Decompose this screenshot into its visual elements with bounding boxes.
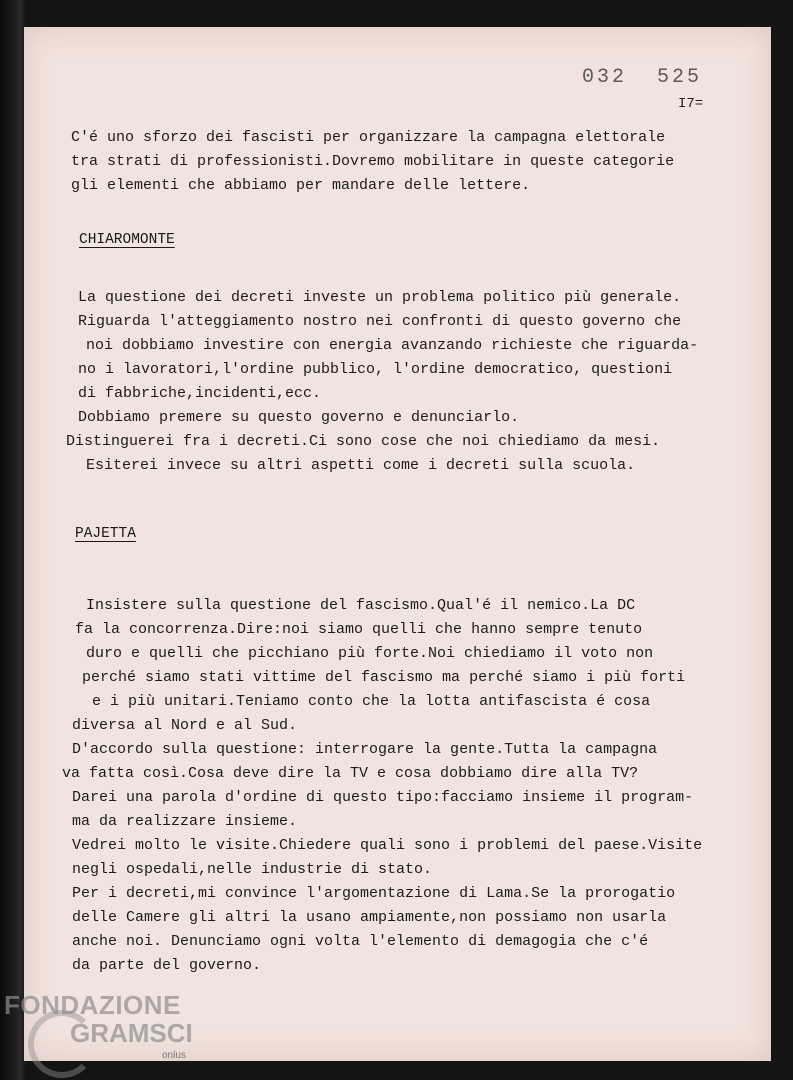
text-line: La questione dei decreti investe un problema politico più generale. xyxy=(78,289,682,306)
text-line: Darei una parola d'ordine di questo tipo:facciamo insieme il program- xyxy=(72,789,694,806)
text-line: negli ospedali,nelle industrie di stato. xyxy=(72,861,433,878)
text-line: fa la concorrenza.Dire:noi siamo quelli che hanno sempre tenuto xyxy=(75,621,643,638)
text-line: C'é uno sforzo dei fascisti per organizzare la campagna elettorale xyxy=(71,129,666,146)
text-line: anche noi. Denunciamo ogni volta l'elemento di demagogia che c'é xyxy=(72,933,649,950)
scanner-binding-edge xyxy=(0,0,26,1080)
text-line: D'accordo sulla questione: interrogare la gente.Tutta la campagna xyxy=(72,741,658,758)
section-heading-pajetta: PAJETTA xyxy=(75,526,136,542)
watermark-fondazione: FONDAZIONE xyxy=(4,990,181,1020)
watermark-gramsci: GRAMSCI xyxy=(70,1018,193,1048)
text-line: duro e quelli che picchiano più forte.Noi chiediamo il voto non xyxy=(86,645,654,662)
text-line: Distinguerei fra i decreti.Ci sono cose che noi chiediamo da mesi. xyxy=(66,433,661,450)
text-line: Dobbiamo premere su questo governo e denunciarlo. xyxy=(78,409,520,426)
text-line: delle Camere gli altri la usano ampiamente,non possiamo non usarla xyxy=(72,909,667,926)
text-line: Esiterei invece su altri aspetti come i decreti sulla scuola. xyxy=(86,457,636,474)
text-line: va fatta così.Cosa deve dire la TV e cosa dobbiamo dire alla TV? xyxy=(62,765,639,782)
text-line: Insistere sulla questione del fascismo.Qual'é il nemico.La DC xyxy=(86,597,636,614)
text-line: Vedrei molto le visite.Chiedere quali sono i problemi del paese.Visite xyxy=(72,837,703,854)
archive-number-stamp: 032 525 xyxy=(582,66,703,89)
text-line: noi dobbiamo investire con energia avanzando richieste che riguarda- xyxy=(86,337,699,354)
text-line: tra strati di professionisti.Dovremo mobilitare in queste categorie xyxy=(71,153,675,170)
text-line: diversa al Nord e al Sud. xyxy=(72,717,298,734)
page-number: I7= xyxy=(678,96,704,112)
text-line: gli elementi che abbiamo per mandare delle lettere. xyxy=(71,177,531,194)
text-line: Per i decreti,mi convince l'argomentazione di Lama.Se la prorogatio xyxy=(72,885,676,902)
text-line: da parte del governo. xyxy=(72,957,262,974)
section-heading-chiaromonte: CHIAROMONTE xyxy=(79,232,175,248)
text-line: e i più unitari.Teniamo conto che la lotta antifascista é cosa xyxy=(92,693,651,710)
text-line: no i lavoratori,l'ordine pubblico, l'ordine democratico, questioni xyxy=(78,361,673,378)
text-line: perché siamo stati vittime del fascismo ma perché siamo i più forti xyxy=(82,669,686,686)
text-line: di fabbriche,incidenti,ecc. xyxy=(78,385,322,402)
text-line: Riguarda l'atteggiamento nostro nei confronti di questo governo che xyxy=(78,313,682,330)
watermark-onlus: onlus xyxy=(162,1050,186,1061)
text-line: ma da realizzare insieme. xyxy=(72,813,298,830)
